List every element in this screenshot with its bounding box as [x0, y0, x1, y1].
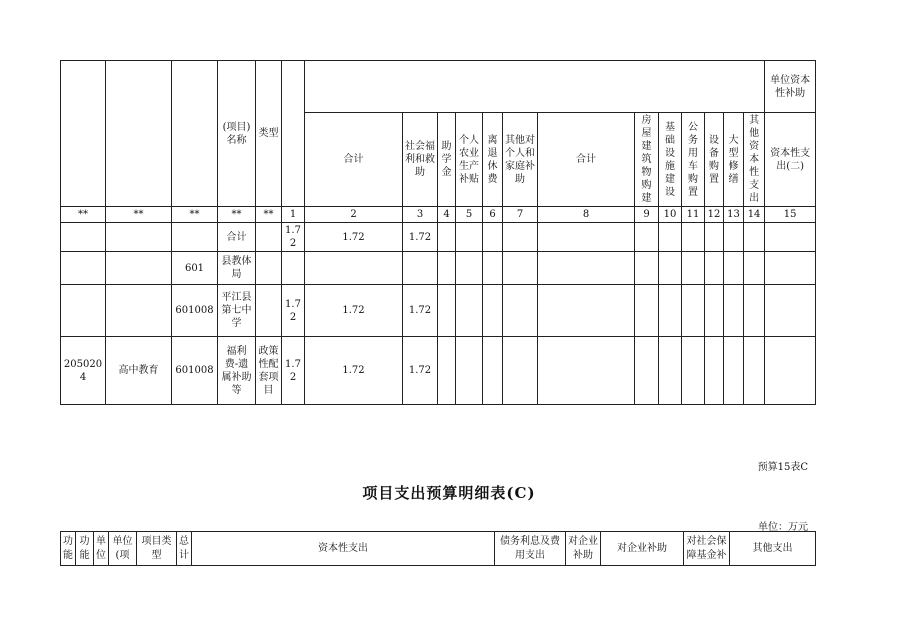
func-name [106, 223, 172, 252]
func-code: 2050204 [61, 337, 106, 405]
header-social-welfare: 社会福利和救助 [403, 113, 438, 207]
func-code [61, 285, 106, 337]
header-type: 类型 [256, 61, 282, 207]
col-header: 对社会保障基金补 [684, 532, 730, 566]
header-blank-1 [61, 61, 106, 207]
amount-social-welfare [403, 252, 438, 285]
amount-subtotal [305, 252, 403, 285]
project-name: 平江县第七中学 [218, 285, 256, 337]
col-header: 项目类型 [137, 532, 177, 566]
code-cell: 4 [438, 207, 456, 223]
amount-subtotal: 1.72 [305, 223, 403, 252]
project-type: 政策性配套项目 [256, 337, 282, 405]
unit-code: 601 [172, 252, 218, 285]
col-header: 单位 [94, 532, 109, 566]
header-equipment: 设备购置 [705, 113, 724, 207]
amount-social-welfare: 1.72 [403, 337, 438, 405]
header-blank-2 [106, 61, 172, 207]
header-infra: 基础设施建设 [659, 113, 682, 207]
code-cell: 9 [635, 207, 659, 223]
col-header: 功能 [61, 532, 76, 566]
func-code [61, 223, 106, 252]
amount-subtotal: 1.72 [305, 337, 403, 405]
project-name: 福利费-遗属补助等 [218, 337, 256, 405]
code-cell: 7 [503, 207, 538, 223]
amount-total: 1.72 [282, 337, 305, 405]
header-group-blank [305, 61, 765, 113]
code-cell: 13 [724, 207, 744, 223]
code-cell: 6 [483, 207, 503, 223]
page-title: 项目支出预算明细表(C) [362, 484, 536, 502]
amount-total: 1.72 [282, 285, 305, 337]
code-cell: 10 [659, 207, 682, 223]
func-name: 高中教育 [106, 337, 172, 405]
table-row [61, 223, 816, 252]
code-cell: 1 [282, 207, 305, 223]
project-type [256, 252, 282, 285]
code-cell: 14 [744, 207, 765, 223]
code-cell: ** [256, 207, 282, 223]
col-header: 单位(项 [109, 532, 137, 566]
col-header: 对企业补助 [566, 532, 601, 566]
header-grant: 助学金 [438, 113, 456, 207]
project-type [256, 285, 282, 337]
col-header: 资本性支出 [192, 532, 495, 566]
amount-total: 1.72 [282, 223, 305, 252]
header-capital-expense-2: 资本性支出(二) [765, 113, 816, 207]
col-header: 总计 [177, 532, 192, 566]
header-row-1 [61, 61, 816, 113]
amount-social-welfare: 1.72 [403, 223, 438, 252]
amount-subtotal: 1.72 [305, 285, 403, 337]
summary-table-section [60, 531, 815, 566]
code-cell: ** [61, 207, 106, 223]
header-blank-4 [282, 61, 305, 207]
code-cell: 2 [305, 207, 403, 223]
unit-code: 601008 [172, 285, 218, 337]
unit-code: 601008 [172, 337, 218, 405]
amount-total [282, 252, 305, 285]
code-cell: ** [218, 207, 256, 223]
code-cell: 5 [456, 207, 483, 223]
header-total-a: 合计 [305, 113, 403, 207]
col-header: 债务利息及费用支出 [495, 532, 566, 566]
func-code [61, 252, 106, 285]
code-cell: 12 [705, 207, 724, 223]
project-type [256, 223, 282, 252]
code-cell: 8 [538, 207, 635, 223]
header-other-capital: 其他资本性支出 [744, 113, 765, 207]
project-name: 县教体局 [218, 252, 256, 285]
unit-label: 单位：万元 [758, 522, 808, 533]
code-cell: 11 [682, 207, 705, 223]
table-row [61, 337, 816, 405]
header-repair: 大型修缮 [724, 113, 744, 207]
header-retire: 离退休费 [483, 113, 503, 207]
budget-form-number: 预算15表C [757, 462, 808, 473]
code-row [61, 207, 816, 223]
header-car: 公务用车购置 [682, 113, 705, 207]
header-total-b: 合计 [538, 113, 635, 207]
code-cell: ** [172, 207, 218, 223]
code-cell: 15 [765, 207, 816, 223]
col-header: 对企业补助 [601, 532, 684, 566]
col-header: 功能 [76, 532, 94, 566]
header-personal-agri: 个人农业生产补贴 [456, 113, 483, 207]
header-house: 房屋建筑物购建 [635, 113, 659, 207]
func-name [106, 285, 172, 337]
code-cell: ** [106, 207, 172, 223]
header-blank-3 [172, 61, 218, 207]
detail-table-section [60, 60, 815, 405]
summary-header-row [61, 532, 816, 566]
detail-table [60, 60, 816, 405]
table-row [61, 285, 816, 337]
unit-code [172, 223, 218, 252]
amount-social-welfare: 1.72 [403, 285, 438, 337]
func-name [106, 252, 172, 285]
table-row [61, 252, 816, 285]
header-other-personal: 其他对个人和家庭补助 [503, 113, 538, 207]
col-header: 其他支出 [730, 532, 816, 566]
header-capital-subsidy: 单位资本性补助 [765, 61, 816, 113]
code-cell: 3 [403, 207, 438, 223]
project-name: 合计 [218, 223, 256, 252]
header-project-name: (项目)名称 [218, 61, 256, 207]
summary-table-header [60, 531, 816, 566]
